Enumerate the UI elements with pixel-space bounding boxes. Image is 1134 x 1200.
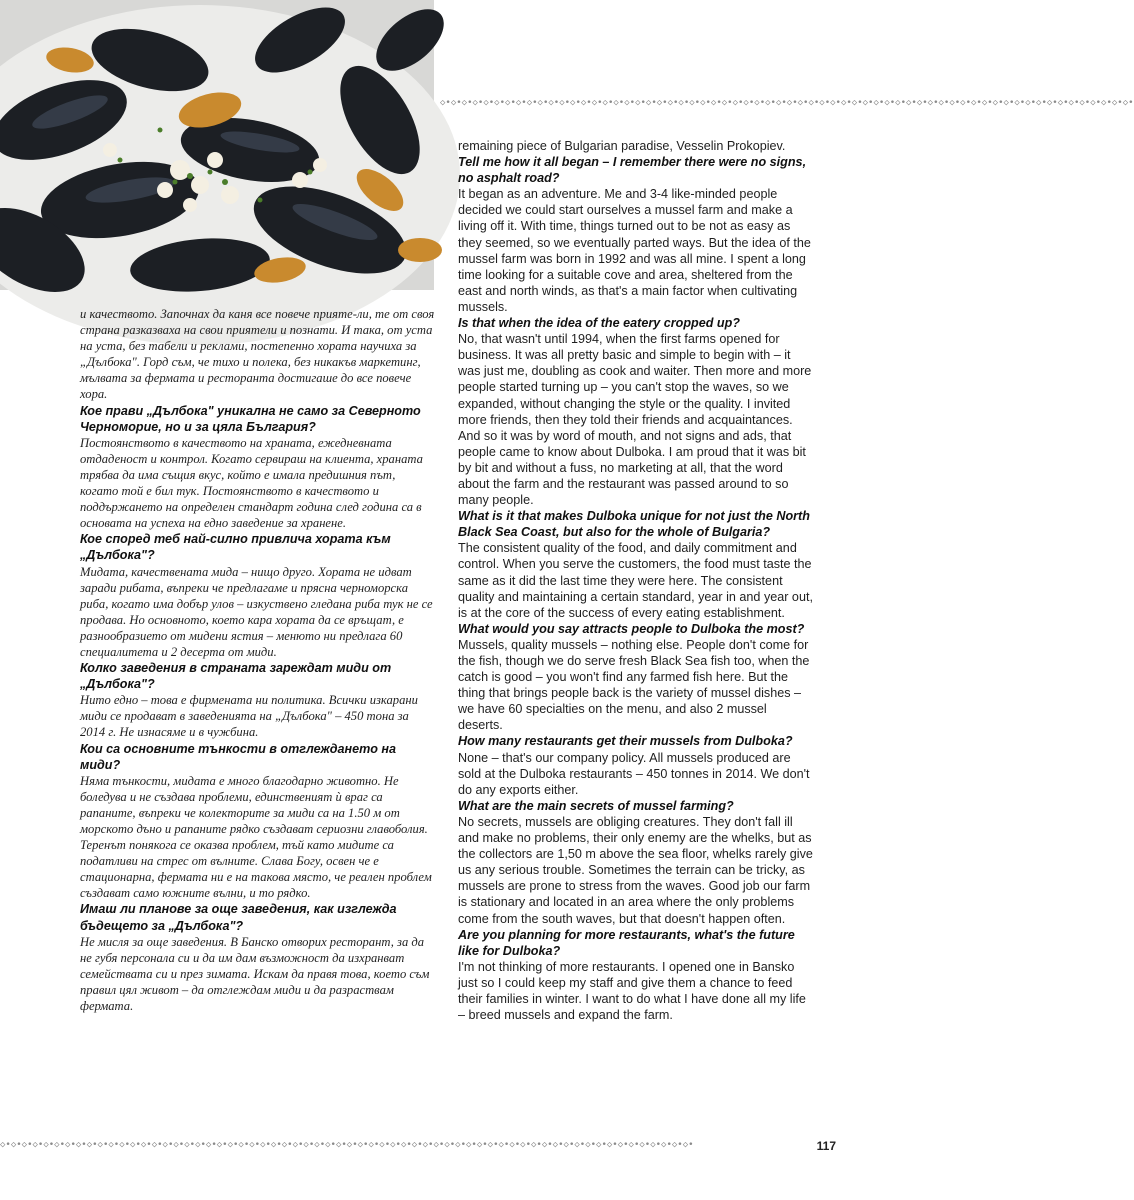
en-answer: I'm not thinking of more restaurants. I opened one in Bansko just so I could keep my staff and give them a chance to feed their families in winter. I want to do what I have done all my life – breed mussels and expand the farm.: [458, 959, 806, 1023]
bg-question: Кое според теб най-силно привлича хората към „Дълбока"?: [80, 532, 391, 563]
bg-answer: Постоянството в качеството на храната, ежедневната отдаденост и контрол. Когато сервираш на клиента, храната трябва да има същия вкус, който е имала предишния път, когато той е бил тук. Постоянството в качеството и поддържането на определен стандарт година след година са в основата на успеха на едно заведение за хранене.: [80, 435, 423, 531]
en-answer: No, that wasn't until 1994, when the first farms opened for business. It was all pretty basic and simple to begin with – it was just me, doubling as cook and waiter. Then more and more people started turning up – you can't stop the waves, so we expanded, without changing the style or the quality. I invited more friends, then they told their friends and acquaintances. And so it was by word of mouth, and not signs and ads, that people came to know about Dulboka. I am proud that it was bit by bit and without a fuss, no marketing at all, that the word about the farm and the restaurant was passed around to so many people.: [458, 332, 812, 508]
bg-answer: Мидата, качествената мида – нищо друго. Хората не идват заради рибата, въпреки че предлагаме и прясна черноморска риба, когато има добър улов – изкуствено гледана риба тук не се продава. Но основното, което кара хората да се връщат, е разнообразието от мидени ястия – менюто ни предлага 60 специалитета и 2 десерта от миди.: [80, 564, 433, 659]
decorative-ornament-top: ◇•◇•◇•◇•◇•◇•◇•◇•◇•◇•◇•◇•◇•◇•◇•◇•◇•◇•◇•◇•◇•◇•◇•◇•◇•◇•◇•◇•◇•◇•◇•◇•◇•◇•◇•◇•◇•◇•◇•◇•◇•◇•◇•◇•◇•◇•◇•◇•◇•◇•◇•◇•◇•◇•◇•◇•◇•◇•◇•◇•◇•◇•◇•◇•: [440, 98, 1134, 108]
mussels-photo: [0, 0, 434, 290]
bulgarian-column: [80, 306, 435, 1014]
en-answer: None – that's our company policy. All mussels produced are sold at the Dulboka restaurants – 450 tonnes in 2014. We don't do any exports either.: [458, 750, 810, 797]
bg-answer: Не мисля за още заведения. В Банско отворих ресторант, за да не губя персонала си и да им дам възможност да изхранват семействата си и през зимата. Искам да правя това, което съм правил цял живот – да отглеждам миди и да разраствам фермата.: [80, 934, 430, 1014]
en-question: What is it that makes Dulboka unique for not just the North Black Sea Coast, but also for the whole of Bulgaria?: [458, 509, 810, 540]
en-paragraph: remaining piece of Bulgarian paradise, Vesselin Prokopiev.: [458, 139, 786, 153]
en-question: Is that when the idea of the eatery cropped up?: [458, 316, 741, 331]
decorative-ornament-bottom: ◇•◇•◇•◇•◇•◇•◇•◇•◇•◇•◇•◇•◇•◇•◇•◇•◇•◇•◇•◇•◇•◇•◇•◇•◇•◇•◇•◇•◇•◇•◇•◇•◇•◇•◇•◇•◇•◇•◇•◇•◇•◇•◇•◇•◇•◇•◇•◇•◇•◇•◇•◇•◇•◇•◇•◇•◇•◇•◇•◇•◇•◇•◇•◇•: [0, 1140, 694, 1150]
bg-question: Колко заведения в страната зареждат миди от „Дълбока"?: [80, 661, 392, 692]
en-answer: No secrets, mussels are obliging creatures. They don't fall ill and make no problems, their only enemy are the whelks, but as the collectors are 1,50 m above the sea floor, whelks rarely give us any serious trouble. Sometimes the terrain can be tricky, as mussels are prone to stress from the waves. Good job our farm is stationary and located in an area where the only problems come from the south waves, but that doesn't happen often.: [458, 814, 813, 926]
bg-question: Кои са основните тънкости в отглеждането на миди?: [80, 741, 396, 772]
en-answer: The consistent quality of the food, and daily commitment and control. When you serve the customers, the food must taste the same as it did the last time they were here. The consistent quality and maintaining a certain standard, year in and year out, is at the core of the success of every eating establishment.: [458, 541, 813, 620]
page-number: 117: [816, 1139, 836, 1153]
english-column: [458, 138, 813, 1023]
en-question: What are the main secrets of mussel farming?: [458, 798, 734, 813]
en-question: What would you say attracts people to Dulboka the most?: [458, 621, 805, 636]
en-question: Tell me how it all began – I remember there were no signs, no asphalt road?: [458, 155, 807, 186]
en-question: How many restaurants get their mussels from Dulboka?: [458, 734, 793, 749]
en-answer: Mussels, quality mussels – nothing else. People don't come for the fish, though we do serve fresh Black Sea fish too, when the catch is good – you won't find any farmed fish here. But the thing that brings people back is the variety of mussel dishes – we have 60 specialties on the menu, and also 2 mussel deserts.: [458, 637, 810, 733]
en-question: Are you planning for more restaurants, what's the future like for Dulboka?: [458, 927, 795, 958]
bg-paragraph: и качеството. Започнах да каня все повече прияте-ли, те от своя страна разказваха на свои приятели и познати. И така, от уста на уста, без табели и реклами, постепенно хората научиха за „Дълбока". Горд съм, че тихо и полека, без никакъв маркетинг, мълвата за фермата и ресторанта достигаше до все повече хора.: [80, 307, 435, 402]
bg-answer: Няма тънкости, мидата е много благодарно животно. Не боледува и не създава проблеми, единственият ѝ враг са рапаните, въпреки че колекторите за миди са на 1.50 м от морското дъно и рапаните рядко създават сериозни главоболия. Теренът понякога се оказва проблем, тъй като мидите са податливи на стрес от вълните. Слава Богу, освен че е стационарна, фермата ни е на такова място, че реален проблем създават само южните вълни, и то рядко.: [80, 773, 432, 901]
bg-answer: Нито едно – това е фирмената ни политика. Всички изкарани миди се продават в заведенията на „Дълбока" – 450 тона за 2014 г. Не изнасяме и в чужбина.: [80, 693, 418, 740]
en-answer: It began as an adventure. Me and 3-4 like-minded people decided we could start ourselves a mussel farm and make a living off it. With time, things turned out to be not as easy as they seemed, so we eventually parted ways. But the idea of the mussel farm was born in 1992 and was all mine. I spent a long time looking for a suitable cove and area, sheltered from the east and north winds, as that's a main factor when cultivating mussels.: [458, 187, 811, 314]
bg-question: Имаш ли планове за още заведения, как изглежда бъдещето за „Дълбока"?: [80, 902, 397, 933]
bg-question: Кое прави „Дълбока" уникална не само за Северното Черноморие, но и за цяла България?: [80, 403, 421, 434]
mussels-illustration: [0, 0, 434, 290]
